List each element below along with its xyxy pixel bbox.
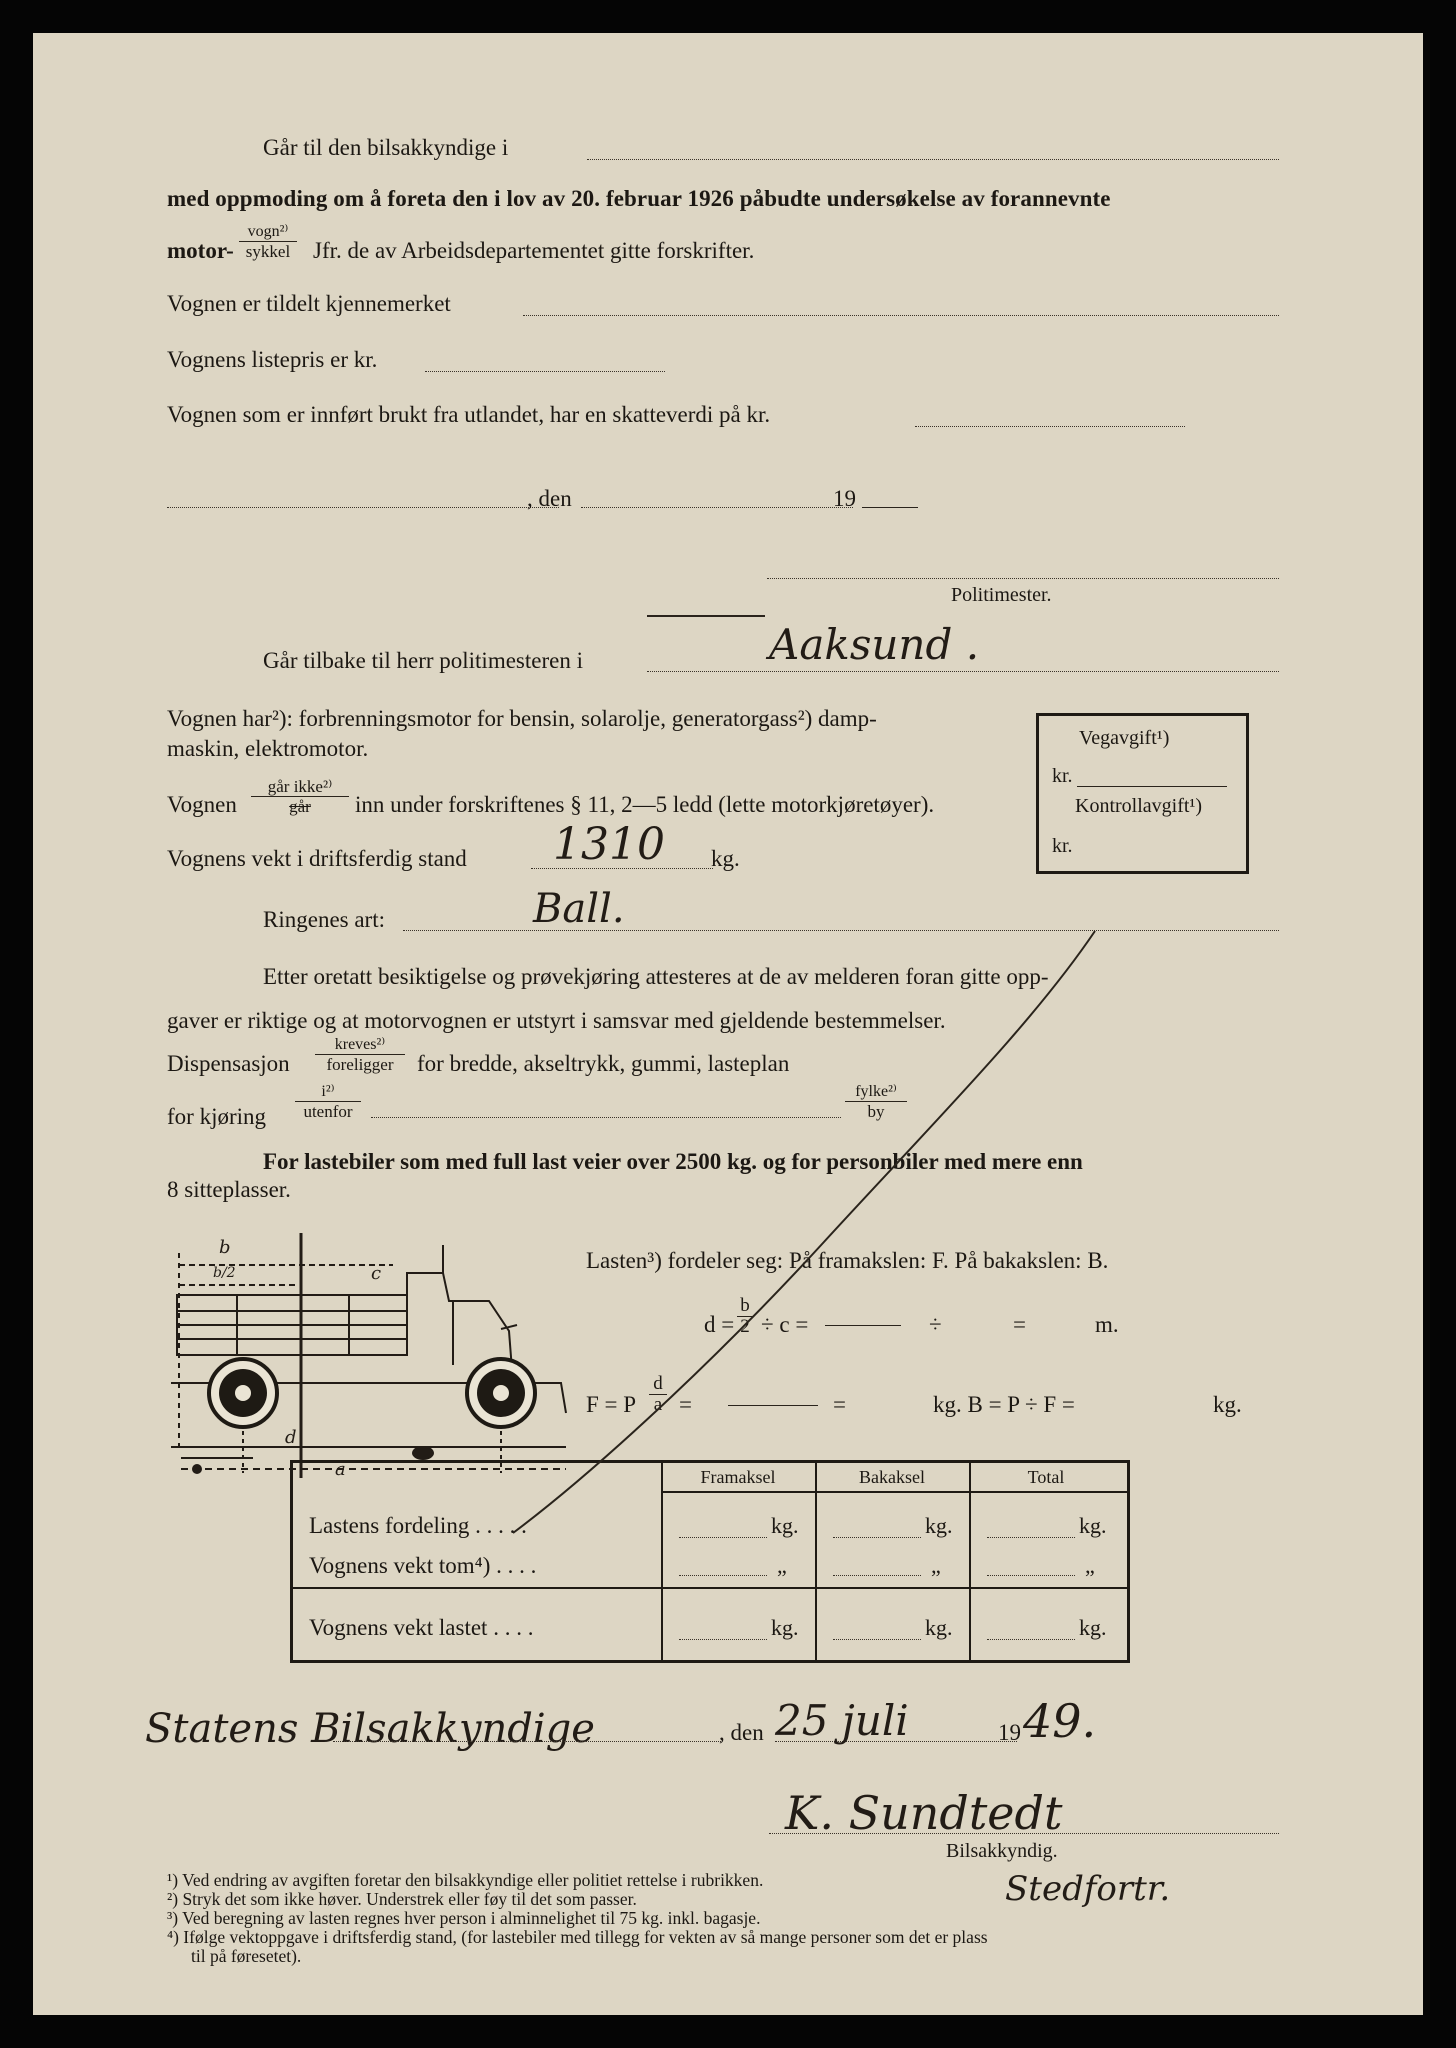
- diagram-label-d: d: [285, 1427, 297, 1448]
- table-cell: kg.: [771, 1513, 799, 1538]
- vognen-label: Vognen: [167, 792, 237, 817]
- lastebil-line2: 8 sitteplasser.: [167, 1177, 291, 1202]
- kontrollavgift-kr: kr.: [1052, 835, 1073, 857]
- table-row-label: Vognens vekt tom⁴) . . . .: [309, 1553, 537, 1578]
- engine-line1: Vognen har²): forbrenningsmotor for bensin, solarolje, generatorgass²) damp-: [167, 706, 877, 731]
- kjoring-label: for kjøring: [167, 1104, 267, 1129]
- table-cell: kg.: [925, 1513, 953, 1538]
- forskrift-label: inn under forskriftenes § 11, 2—5 ledd (lette motorkjøretøyer).: [355, 792, 935, 817]
- kjennemerke-label: Vognen er tildelt kjennemerket: [167, 291, 451, 316]
- signature-date-handwritten: 25 juli: [775, 1696, 909, 1745]
- table-cell: kg.: [1079, 1513, 1107, 1538]
- diagram-label-a: a: [335, 1459, 346, 1480]
- ringer-value-handwritten: Ball.: [533, 886, 625, 932]
- table-header-bakaksel: Bakaksel: [859, 1467, 925, 1487]
- form-page: [33, 33, 1423, 2015]
- footnote-3: ³) Ved beregning av lasten regnes hver person i alminnelighet til 75 kg. inkl. bagasje.: [167, 1908, 761, 1928]
- footnote-1: ¹) Ved endring av avgiften foretar den bilsakkyndige eller politiet rettelse i rubrikken.: [167, 1870, 764, 1890]
- formula-da-fraction: d a: [649, 1374, 667, 1415]
- formula-eq: =: [1013, 1312, 1026, 1337]
- table-cell: „: [1085, 1553, 1095, 1578]
- footnote-4: ⁴) Ifølge vektoppgave i driftsferdig stand, (for lastebiler med tillegg for vekten av så mange personer som det er plass: [167, 1927, 988, 1947]
- diagonal-strike-line: [33, 33, 1423, 2015]
- vekt-label: Vognens vekt i driftsferdig stand: [167, 846, 467, 871]
- kontrollavgift-label: Kontrollavgift¹): [1075, 795, 1203, 817]
- footnote-4-cont: til på føresetet).: [191, 1946, 302, 1966]
- motor-num: vogn²⁾: [247, 223, 289, 240]
- formula-f-eq1: =: [679, 1392, 692, 1417]
- motor-suffix: Jfr. de av Arbeidsdepartementet gitte forskrifter.: [313, 238, 755, 263]
- formula-f-rest: kg. B = P ÷ F =: [933, 1392, 1075, 1417]
- diagram-label-b2: b/2: [213, 1265, 236, 1281]
- formula-m: m.: [1095, 1312, 1119, 1337]
- diagram-label-c: c: [371, 1263, 382, 1284]
- formula-f-end: kg.: [1213, 1392, 1242, 1417]
- fylke-num: fylke²⁾: [855, 1083, 897, 1100]
- table-cell: „: [931, 1553, 941, 1578]
- attest-line1: Etter oretatt besiktigelse og prøvekjøring attesteres at de av melderen foran gitte opp-: [263, 964, 1049, 989]
- attest-line2: gaver er riktige og at motorvognen er utstyrt i samsvar med gjeldende bestemmelser.: [167, 1008, 946, 1033]
- vegavgift-label: Vegavgift¹): [1079, 727, 1170, 749]
- formula-b2-fraction: b 2: [737, 1296, 753, 1337]
- ringer-label: Ringenes art:: [263, 907, 385, 932]
- kjoring-den: utenfor: [303, 1102, 353, 1121]
- signature-name-handwritten: K. Sundtedt: [785, 1786, 1063, 1840]
- formula-d-right: ÷ c =: [761, 1312, 809, 1337]
- stedfortr-handwritten: Stedfortr.: [1005, 1869, 1171, 1909]
- header-line1: Går til den bilsakkyndige i: [263, 135, 509, 160]
- formula-f-left: F = P: [586, 1392, 637, 1417]
- diagram-label-b: b: [219, 1237, 231, 1258]
- listepris-label: Vognens listepris er kr.: [167, 347, 378, 372]
- gar-den: går: [289, 797, 311, 816]
- bilsakkyndig-label: Bilsakkyndig.: [946, 1840, 1058, 1862]
- signature-year-handwritten: 49.: [1023, 1694, 1097, 1748]
- disp-suffix: for bredde, akseltrykk, gummi, lasteplan: [417, 1051, 790, 1076]
- lasten-line: Lasten³) fordeler seg: På framakslen: F. På bakakslen: B.: [586, 1248, 1109, 1273]
- footnote-2: ²) Stryk det som ikke høver. Understrek eller føy til det som passer.: [167, 1889, 637, 1909]
- lastebil-line1: For lastebiler som med full last veier over 2500 kg. og for personbiler med mere enn: [263, 1149, 1083, 1174]
- kjoring-num: i²⁾: [321, 1083, 335, 1100]
- signature-place-handwritten: Statens Bilsakkyndige: [145, 1706, 595, 1752]
- den-label: , den: [527, 486, 572, 511]
- table-row-label: Vognens vekt lastet . . . .: [309, 1615, 534, 1640]
- skatteverdi-label: Vognen som er innført brukt fra utlandet, har en skatteverdi på kr.: [167, 402, 771, 427]
- formula-f-eq2: =: [833, 1392, 846, 1417]
- signature-den: , den: [719, 1720, 764, 1745]
- table-cell: kg.: [1079, 1615, 1107, 1640]
- motor-prefix: motor-: [167, 238, 234, 263]
- politimester-label: Politimester.: [951, 584, 1052, 606]
- return-place-handwritten: Aaksund .: [769, 620, 980, 669]
- table-header-framaksel: Framaksel: [700, 1467, 776, 1487]
- formula-div: ÷: [929, 1312, 942, 1337]
- table-header-total: Total: [1027, 1467, 1065, 1487]
- table-row-label: Lastens fordeling . . . . .: [309, 1513, 527, 1538]
- fylke-den: by: [867, 1102, 885, 1121]
- vegavgift-kr: kr.: [1052, 765, 1073, 787]
- table-cell: kg.: [771, 1615, 799, 1640]
- disp-num: kreves²⁾: [334, 1036, 386, 1053]
- engine-line2: maskin, elektromotor.: [167, 736, 369, 761]
- table-cell: „: [777, 1553, 787, 1578]
- header-line2: med oppmoding om å foreta den i lov av 20. februar 1926 påbudte undersøkelse av forannevnte: [167, 186, 1111, 211]
- signature-year-prefix: 19: [998, 1720, 1021, 1745]
- gar-num: går ikke²⁾: [267, 777, 333, 796]
- year-label: 19: [833, 486, 856, 511]
- disp-den: foreligger: [326, 1055, 394, 1074]
- motor-den: sykkel: [245, 242, 291, 261]
- vekt-value-handwritten: 1310: [553, 819, 665, 870]
- table-cell: kg.: [925, 1615, 953, 1640]
- formula-d-left: d =: [704, 1312, 735, 1337]
- disp-label: Dispensasjon: [167, 1051, 290, 1076]
- vekt-unit: kg.: [711, 846, 740, 871]
- return-label: Går tilbake til herr politimesteren i: [263, 648, 583, 673]
